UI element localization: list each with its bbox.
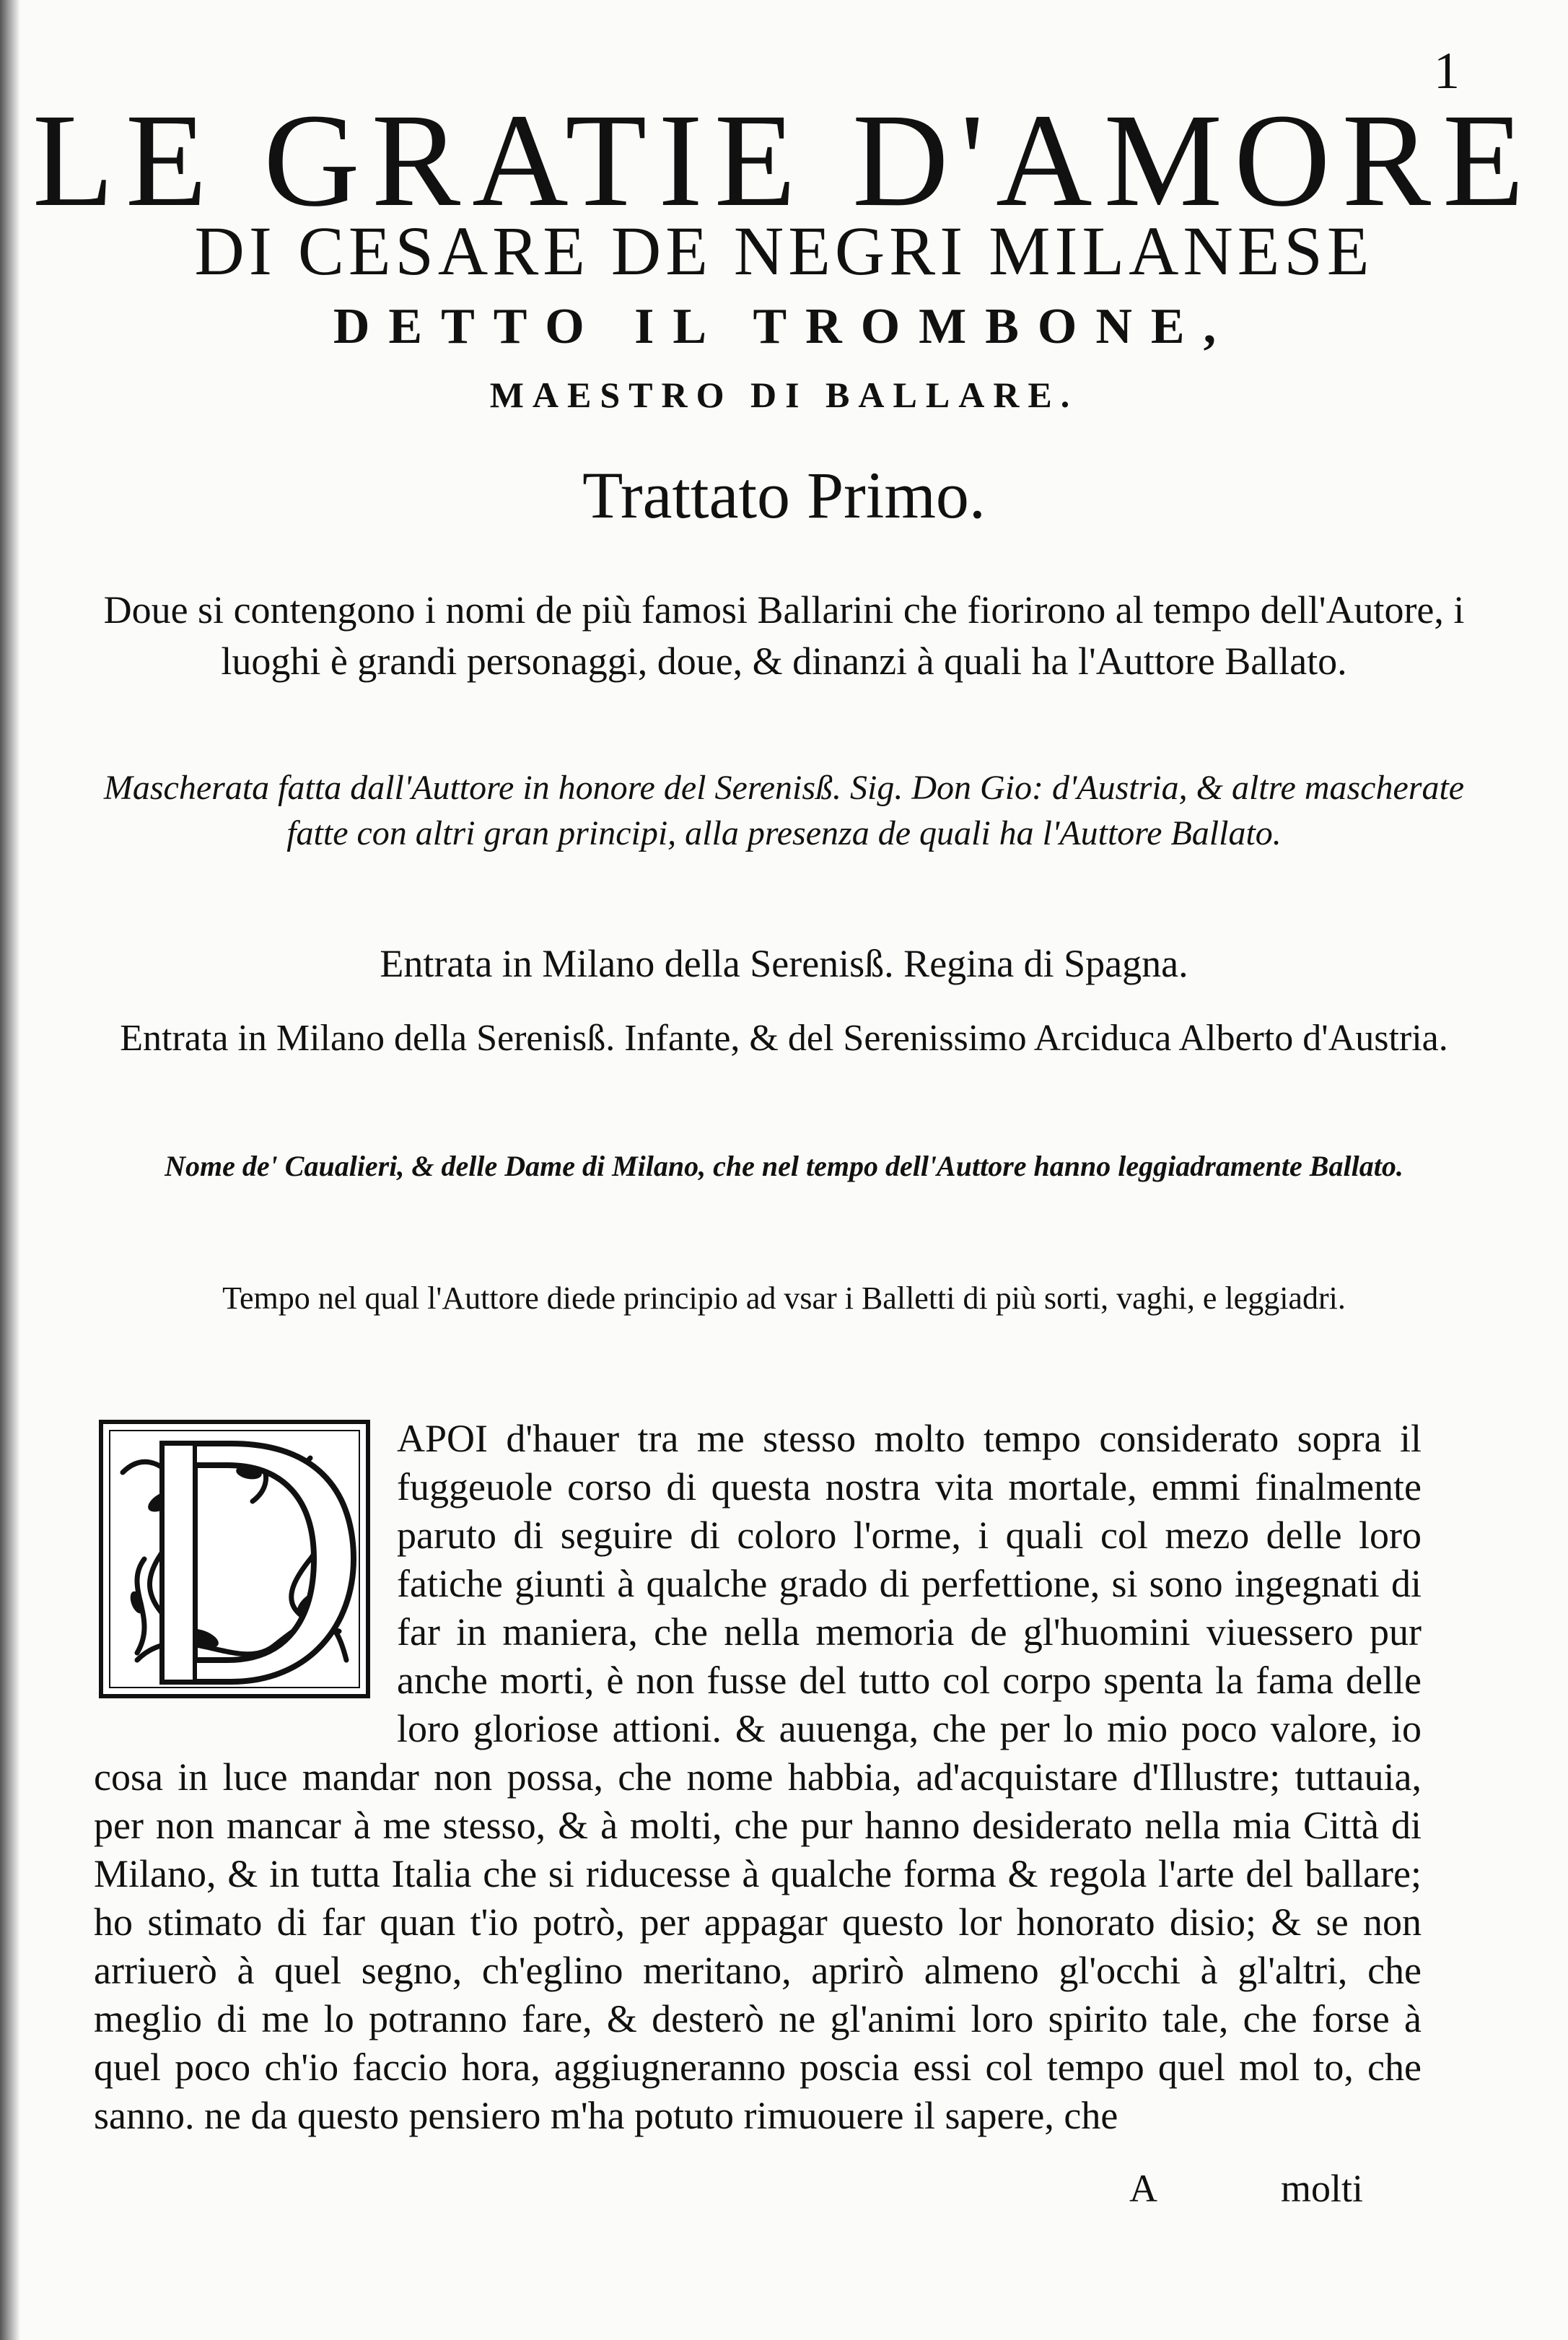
- contents-paragraph-3: Entrata in Milano della Serenisß. Regina di Spagna.: [380, 942, 1188, 985]
- treatise-heading: Trattato Primo.: [582, 458, 986, 532]
- decorated-initial-icon: [94, 1415, 375, 1703]
- signature-mark: A: [1129, 2167, 1157, 2210]
- main-text: [94, 1415, 1422, 2140]
- book-title: LE GRATIE D'AMORE: [32, 87, 1536, 235]
- catchword: molti: [1281, 2167, 1364, 2210]
- main-text-body: APOI d'hauer tra me stesso molto tempo considerato sopra il fuggeuole corso di questa nostra vita mortale, emmi finalmente paruto di seguire di coloro l'orme, i quali col mezo delle loro fatiche giunti à qualche grado di perfettione, si sono ingegnati di far in maniera, che nella memoria de gl'huomini viuessero pur anche morti, è non fusse del tutto col corpo spenta la fama delle loro gloriose attioni. & auuenga, che per lo mio poco valore, io cosa in luce mandar non possa, che nome habbia, ad'acquistare d'Illustre; tuttauia, per non mancar à me stesso, & à molti, che pur hanno desiderato nella mia Città di Milano, & in tutta Italia che si riducesse à qualche forma & regola l'arte del ballare; ho stimato di far quan t'io potrò, per appagar questo lor honorato disio; & se non arriuerò à quel segno, ch'eglino meritano, aprirò almeno gl'occhi à gl'altri, che meglio di me lo potranno fare, & desterò ne gl'animi loro spirito tale, che forse à quel poco ch'io faccio hora, aggiugneranno poscia essi col tempo quel mol to, che sanno. ne da questo pensiero m'ha potuto rimuouere il sapere, che: [94, 1417, 1422, 2137]
- page-number: 1: [1434, 42, 1460, 100]
- contents-paragraph-4: Entrata in Milano della Serenisß. Infante, & del Serenissimo Arciduca Alberto d'Austria.: [120, 1018, 1448, 1059]
- contents-paragraph-2: Mascherata fatta dall'Auttore in honore del Serenisß. Sig. Don Gio: d'Austria, & altre mascherate fatte con altri gran principi, alla presenza de quali ha l'Auttore Ballato.: [103, 769, 1465, 853]
- nickname-line: DETTO IL TROMBONE,: [333, 299, 1235, 354]
- contents-paragraph-6: Tempo nel qual l'Auttore diede principio ad vsar i Balletti di più sorti, vaghi, e leggiadri.: [222, 1280, 1346, 1316]
- contents-paragraph-1: Doue si contengono i nomi de più famosi Ballarini che fiorirono al tempo dell'Autore, i luoghi è grandi personaggi, doue, & dinanzi à quali ha l'Auttore Ballato.: [103, 588, 1465, 684]
- contents-paragraph-5: Nome de' Caualieri, & delle Dame di Milano, che nel tempo dell'Auttore hanno leggiadramente Ballato.: [165, 1150, 1403, 1182]
- profession-line: MAESTRO DI BALLARE.: [489, 375, 1079, 415]
- author-line: DI CESARE DE NEGRI MILANESE: [194, 212, 1374, 289]
